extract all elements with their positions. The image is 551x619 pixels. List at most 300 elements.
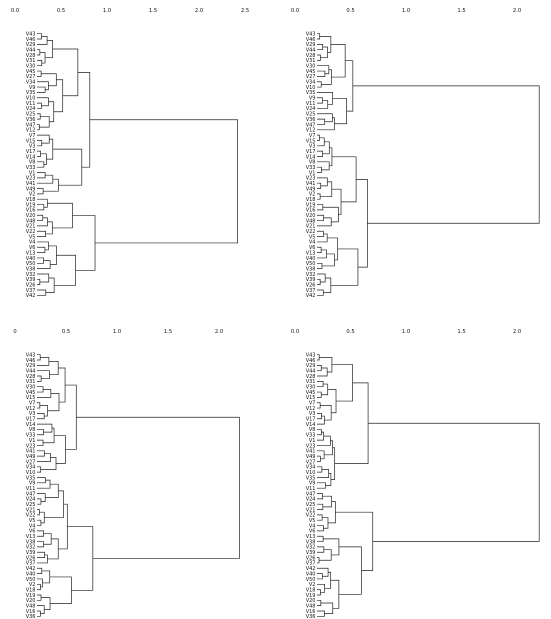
dendrogram-link — [47, 539, 58, 559]
leaf-label: V19 — [25, 202, 36, 209]
dendrogram-link — [317, 215, 324, 220]
dendrogram-link — [37, 60, 42, 65]
dendrogram-link — [317, 71, 325, 76]
dendrogram-link — [332, 157, 356, 202]
leaf-label: V41 — [305, 448, 316, 455]
leaf-label: V19 — [305, 592, 316, 599]
tick-label: 2.5 — [240, 8, 250, 14]
dendrogram-link — [37, 376, 41, 381]
leaf-label: V29 — [25, 42, 36, 49]
leaf-label: V50 — [305, 261, 316, 268]
leaf-label: V13 — [25, 250, 36, 257]
dendrogram-link — [317, 469, 329, 477]
leaf-label: V43 — [25, 352, 36, 359]
dendrogram-link — [317, 416, 324, 424]
dendrogram-link — [78, 72, 90, 167]
leaf-label: V50 — [25, 576, 36, 583]
dendrogram-link — [46, 278, 54, 293]
tick-label: 1.5 — [457, 329, 466, 335]
dendrogram-link — [40, 405, 48, 416]
dendrogram-link — [37, 114, 40, 119]
dendrogram-link — [325, 572, 331, 588]
leaf-label: V33 — [305, 432, 316, 439]
dendrogram-link — [317, 467, 322, 472]
leaf-label: V30 — [305, 63, 316, 70]
dendrogram-link — [317, 34, 320, 39]
leaf-label: V28 — [25, 373, 36, 380]
dendrogram-link — [37, 611, 40, 616]
leaf-label: V8 — [308, 427, 316, 434]
dendrogram-link — [37, 371, 49, 379]
leaf-label: V25 — [305, 501, 316, 508]
leaf-label: V21 — [25, 507, 36, 514]
dendrogram-link — [37, 413, 44, 418]
dendrogram-link — [317, 590, 320, 595]
dendrogram-link — [37, 124, 39, 129]
leaf-label: V21 — [305, 507, 316, 514]
dendrogram-link — [58, 504, 67, 549]
leaf-label: V40 — [25, 571, 36, 578]
dendrogram-link — [37, 151, 40, 156]
leaf-label: V36 — [25, 614, 36, 619]
leaf-label: V39 — [25, 277, 36, 284]
leaf-label: V40 — [305, 255, 316, 262]
leaf-label: V39 — [25, 550, 36, 557]
dendrogram-link — [335, 512, 372, 570]
leaf-label: V13 — [305, 250, 316, 257]
dendrogram-link — [317, 92, 333, 104]
leaf-label: V30 — [305, 384, 316, 391]
leaf-label: V28 — [25, 52, 36, 59]
leaf-label: V19 — [305, 202, 316, 209]
leaf-label: V22 — [25, 229, 36, 236]
dendrogram-link — [317, 98, 323, 103]
leaf-label: V7 — [28, 400, 36, 407]
tick-label: 0 — [13, 329, 17, 335]
leaf-label: V1 — [308, 437, 316, 444]
leaf-label: V37 — [305, 560, 316, 567]
dendrogram-link — [323, 496, 332, 507]
tick-label: 1.0 — [401, 329, 411, 335]
dendrogram-link — [45, 484, 58, 497]
dendrogram-link — [317, 135, 319, 140]
leaf-label: V15 — [305, 138, 316, 145]
dendrogram-link — [317, 504, 323, 509]
tick-label: 0.5 — [346, 329, 355, 335]
dendrogram-link — [317, 118, 334, 130]
dendrogram-link — [335, 383, 368, 464]
leaf-label: V42 — [305, 566, 316, 573]
leaf-label: V27 — [25, 459, 36, 466]
leaf-label: V31 — [305, 379, 316, 386]
leaf-label: V10 — [305, 84, 316, 91]
dendrogram-link — [317, 381, 323, 386]
tick-label: 0.0 — [290, 8, 300, 14]
leaf-label: V47 — [305, 122, 316, 129]
dendrogram-link — [45, 40, 53, 57]
leaf-label: V16 — [305, 207, 316, 214]
leaf-label: V7 — [308, 400, 316, 407]
dendrogram-link — [53, 149, 82, 185]
leaf-label: V23 — [25, 443, 36, 450]
leaf-label: V24 — [305, 106, 316, 113]
leaf-label: V41 — [305, 180, 316, 187]
leaf-label: V23 — [305, 443, 316, 450]
dendrogram-link — [321, 70, 331, 85]
leaf-label: V43 — [25, 31, 36, 38]
dendrogram-link — [37, 387, 43, 392]
leaf-label: V44 — [305, 47, 316, 54]
leaf-label: V37 — [25, 560, 36, 567]
dendrogram-link — [44, 534, 52, 545]
dendrogram-link — [37, 36, 47, 44]
leaf-label: V46 — [25, 36, 36, 43]
dendrogram-link — [50, 577, 72, 604]
leaf-label: V3 — [28, 143, 36, 150]
leaf-label: V40 — [25, 255, 36, 262]
dendrogram-link — [37, 552, 45, 557]
dendrogram-link — [317, 290, 323, 295]
dendrogram-link — [53, 49, 78, 96]
dendrogram-link — [331, 44, 345, 77]
dendrogram-link — [37, 258, 44, 263]
leaf-label: V38 — [25, 539, 36, 546]
dendrogram-link — [37, 103, 41, 108]
dendrogram-link — [37, 499, 41, 504]
tick-label: 0.5 — [56, 8, 66, 14]
dendrogram-link — [317, 119, 325, 124]
dendrogram-link — [317, 526, 323, 531]
dendrogram-link — [37, 82, 48, 90]
dendrogram-link — [322, 518, 328, 529]
leaf-label: V42 — [25, 566, 36, 573]
leaf-label: V18 — [25, 587, 36, 594]
leaf-label: V42 — [305, 293, 316, 300]
leaf-label: V32 — [305, 271, 316, 278]
leaf-label: V12 — [25, 405, 36, 412]
leaf-label: V4 — [308, 239, 316, 246]
dendrogram-link — [317, 515, 322, 520]
leaf-label: V17 — [25, 416, 36, 423]
leaf-label: V15 — [25, 395, 36, 402]
leaf-label: V1 — [28, 437, 36, 444]
dendrogram-link — [49, 361, 58, 374]
dendrogram-link — [37, 173, 45, 178]
dendrogram-link — [317, 365, 321, 370]
leaf-label: V42 — [25, 293, 36, 300]
dendrogram-link — [317, 55, 320, 60]
dendrogram-link — [37, 199, 47, 207]
dendrogram-link — [37, 50, 40, 55]
dendrogram-link — [44, 491, 63, 518]
dendrogram-link — [37, 477, 45, 482]
dendrogram-link — [317, 368, 327, 376]
dendrogram-link — [37, 189, 43, 194]
dendrogram-link — [317, 205, 323, 210]
leaf-label: V34 — [25, 464, 36, 471]
tick-label: 1.5 — [148, 8, 158, 14]
dendrogram-link — [317, 611, 324, 616]
dendrogram-link — [317, 178, 327, 186]
leaf-label: V4 — [28, 239, 36, 246]
leaf-label: V34 — [305, 464, 316, 471]
dendrogram-link — [37, 215, 43, 220]
leaf-label: V26 — [25, 555, 36, 562]
leaf-label: V15 — [25, 138, 36, 145]
leaf-label: V44 — [305, 368, 316, 375]
leaf-label: V29 — [305, 363, 316, 370]
leaf-label: V12 — [305, 405, 316, 412]
leaf-label: V2 — [28, 582, 36, 589]
leaf-label: V38 — [25, 266, 36, 273]
dendrogram-link — [40, 154, 46, 165]
tick-label: 1.0 — [401, 8, 411, 14]
leaf-label: V5 — [28, 518, 36, 525]
leaf-label: V43 — [305, 31, 316, 38]
leaf-label: V27 — [305, 74, 316, 81]
leaf-label: V1 — [28, 170, 36, 177]
leaf-label: V33 — [25, 432, 36, 439]
dendrogram-link — [54, 80, 63, 112]
leaf-label: V16 — [25, 207, 36, 214]
leaf-label: V14 — [305, 421, 316, 428]
leaf-label: V11 — [305, 485, 316, 492]
leaf-label: V7 — [308, 132, 316, 139]
leaf-label: V37 — [25, 287, 36, 294]
leaf-label: V32 — [25, 544, 36, 551]
dendrogram-link — [37, 424, 52, 432]
leaf-label: V3 — [28, 411, 36, 418]
dendrogram-link — [37, 403, 40, 408]
dendrogram-link — [323, 207, 339, 222]
dendrogram-link — [323, 142, 330, 154]
dendrogram-link — [317, 263, 322, 268]
leaf-label: V40 — [305, 571, 316, 578]
dendrogram-link — [317, 247, 321, 252]
dendrogram-link — [37, 218, 47, 226]
dendrogram-link — [322, 254, 334, 266]
leaf-label: V46 — [305, 36, 316, 43]
leaf-label: V37 — [305, 287, 316, 294]
leaf-label: V14 — [25, 421, 36, 428]
dendrogram-link — [324, 441, 332, 455]
dendrogram-link — [40, 52, 45, 63]
dendrogram-link — [37, 279, 40, 284]
dendrogram-link — [37, 579, 43, 587]
dendrogram-link — [323, 278, 331, 293]
leaf-label: V21 — [305, 223, 316, 230]
dendrogram-link — [54, 255, 75, 285]
leaf-label: V11 — [25, 485, 36, 492]
dendrogram-link — [43, 428, 54, 443]
dendrogram-link — [47, 203, 72, 228]
leaf-label: V44 — [25, 47, 36, 54]
dendrogram-link — [317, 151, 323, 156]
leaf-label: V4 — [28, 523, 36, 530]
leaf-label: V34 — [25, 79, 36, 86]
dendrogram-link — [317, 558, 319, 563]
dendrogram-link — [65, 385, 76, 449]
dendrogram-link — [37, 205, 44, 210]
leaf-label: V18 — [305, 197, 316, 204]
leaf-label: V2 — [308, 191, 316, 198]
dendrogram-link — [317, 82, 321, 87]
leaf-label: V43 — [305, 352, 316, 359]
leaf-label: V45 — [25, 68, 36, 75]
leaf-label: V27 — [305, 459, 316, 466]
dendrogram-link — [37, 510, 39, 515]
leaf-label: V45 — [305, 68, 316, 75]
dendrogram-link — [37, 542, 44, 547]
leaf-label: V9 — [28, 480, 36, 487]
leaf-label: V41 — [25, 448, 36, 455]
dendrogram-link — [317, 194, 320, 199]
leaf-label: V16 — [25, 608, 36, 615]
leaf-label: V1 — [308, 170, 316, 177]
leaf-label: V20 — [305, 213, 316, 220]
leaf-label: V48 — [305, 218, 316, 225]
leaf-label: V8 — [308, 159, 316, 166]
dendrogram-link — [39, 116, 49, 127]
leaf-label: V35 — [305, 475, 316, 482]
tick-label: 1.0 — [102, 8, 112, 14]
leaf-label: V23 — [25, 175, 36, 182]
leaf-label: V14 — [25, 154, 36, 161]
dendrogram-link — [46, 222, 53, 234]
dendrogram-link — [327, 238, 337, 260]
leaf-label: V18 — [305, 587, 316, 594]
leaf-label: V39 — [305, 550, 316, 557]
leaf-label: V30 — [25, 384, 36, 391]
dendrogram-link — [317, 483, 325, 488]
leaf-label: V5 — [308, 518, 316, 525]
leaf-label: V6 — [308, 528, 316, 535]
tick-label: 2.0 — [214, 329, 224, 335]
leaf-label: V22 — [305, 512, 316, 519]
leaf-label: V6 — [28, 528, 36, 535]
leaf-label: V35 — [25, 90, 36, 97]
dendrogram-link — [47, 393, 58, 410]
dendrogram-link — [43, 179, 58, 191]
leaf-label: V39 — [305, 277, 316, 284]
leaf-label: V32 — [25, 271, 36, 278]
leaf-label: V22 — [25, 512, 36, 519]
dendrogram-panel-1 — [11, 8, 249, 299]
leaf-label: V9 — [308, 95, 316, 102]
leaf-label: V14 — [305, 154, 316, 161]
leaf-label: V49 — [305, 186, 316, 193]
leaf-label: V21 — [25, 223, 36, 230]
tick-label: 1.5 — [457, 8, 466, 14]
dendrogram-link — [317, 536, 323, 541]
dendrogram-link — [41, 598, 50, 610]
dendrogram-link — [317, 234, 327, 242]
leaf-label: V36 — [25, 116, 36, 123]
dendrogram-link — [37, 568, 42, 573]
dendrogram-link — [37, 135, 49, 143]
dendrogram-link — [331, 249, 358, 285]
dendrogram-link — [321, 603, 333, 614]
leaf-label: V45 — [25, 389, 36, 396]
tick-label: 1.0 — [112, 329, 122, 335]
dendrogram-link — [37, 71, 41, 76]
leaf-label: V11 — [25, 100, 36, 107]
dendrogram-link — [339, 547, 362, 594]
dendrogram-link — [368, 423, 539, 541]
leaf-label: V29 — [305, 42, 316, 49]
leaf-label: V26 — [305, 555, 316, 562]
tick-label: 2.0 — [194, 8, 204, 14]
dendrogram-link — [37, 453, 50, 461]
leaf-label: V27 — [25, 74, 36, 81]
dendrogram-link — [332, 365, 353, 401]
leaf-label: V11 — [305, 100, 316, 107]
leaf-label: V10 — [25, 95, 36, 102]
leaf-label: V13 — [305, 534, 316, 541]
leaf-label: V35 — [25, 475, 36, 482]
leaf-label: V18 — [25, 197, 36, 204]
tick-label: 0.5 — [61, 329, 71, 335]
dendrogram-link — [37, 162, 44, 167]
leaf-label: V25 — [25, 501, 36, 508]
dendrogram-link — [37, 355, 40, 360]
leaf-label: V44 — [25, 368, 36, 375]
leaf-label: V12 — [25, 127, 36, 134]
leaf-label: V6 — [308, 245, 316, 252]
leaf-label: V29 — [25, 363, 36, 370]
leaf-label: V46 — [25, 357, 36, 364]
dendrogram-link — [317, 392, 321, 397]
dendrogram-link — [317, 429, 321, 434]
leaf-label: V3 — [308, 143, 316, 150]
dendrogram-link — [37, 531, 44, 536]
leaf-label: V41 — [25, 180, 36, 187]
leaf-label: V9 — [28, 84, 36, 91]
dendrogram-link — [37, 429, 44, 434]
leaf-label: V24 — [25, 106, 36, 113]
leaf-label: V20 — [305, 598, 316, 605]
dendrogram-link — [37, 290, 46, 295]
leaf-label: V24 — [305, 496, 316, 503]
leaf-label: V8 — [28, 427, 36, 434]
dendrogram-panel-4 — [291, 329, 539, 619]
dendrogram-link — [39, 512, 44, 523]
leaf-label: V5 — [28, 234, 36, 241]
leaf-label: V33 — [305, 164, 316, 171]
dendrogram-link — [37, 274, 49, 282]
leaf-label: V10 — [25, 469, 36, 476]
dendrogram-link — [317, 250, 327, 258]
dendrogram-link — [37, 242, 48, 250]
leaf-label: V36 — [305, 116, 316, 123]
leaf-label: V25 — [305, 111, 316, 118]
dendrogram-link — [317, 413, 322, 418]
leaf-label: V46 — [305, 357, 316, 364]
leaf-label: V17 — [305, 416, 316, 423]
leaf-label: V31 — [25, 58, 36, 65]
dendrogram-link — [37, 440, 43, 445]
dendrogram-link — [328, 389, 336, 412]
leaf-label: V48 — [25, 603, 36, 610]
dendrogram-link — [48, 246, 56, 265]
dendrogram-link — [41, 457, 56, 469]
tick-label: 0.0 — [10, 8, 20, 14]
leaf-label: V2 — [308, 582, 316, 589]
leaf-label: V34 — [305, 79, 316, 86]
leaf-label: V8 — [28, 159, 36, 166]
dendrogram-link — [319, 550, 331, 561]
leaf-label: V47 — [305, 491, 316, 498]
